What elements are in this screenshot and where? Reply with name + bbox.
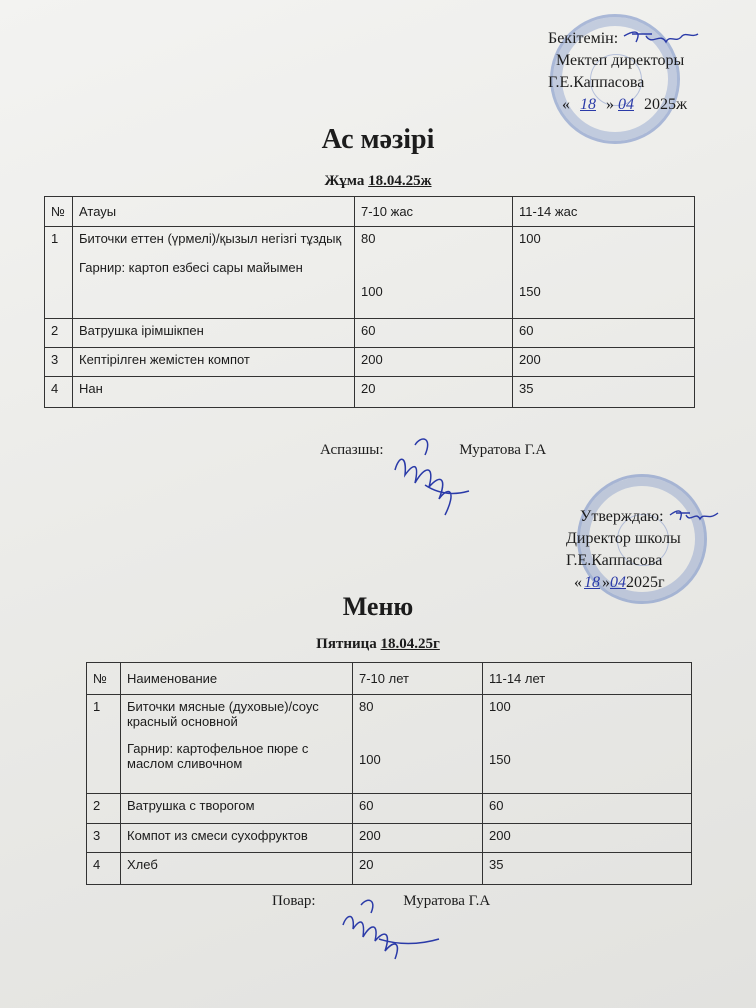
page-title-ru: Меню xyxy=(342,592,414,621)
dish-name: Ватрушка ірімшікпен xyxy=(73,319,355,348)
director-signature xyxy=(668,507,720,527)
row-number: 4 xyxy=(45,377,73,408)
portion-7-10: 200 xyxy=(355,348,513,377)
row-number: 4 xyxy=(87,853,121,885)
header-cell: № xyxy=(45,197,73,227)
approval-line-3: Г.Е.Каппасова xyxy=(566,552,663,569)
portion-7-10: 80 100 xyxy=(353,695,483,794)
header-cell: Наименование xyxy=(121,663,353,695)
row-number: 3 xyxy=(45,348,73,377)
table-header-row xyxy=(45,197,695,227)
row-number: 1 xyxy=(87,695,121,794)
header-cell: № xyxy=(87,663,121,695)
dish-name: Ватрушка с творогом xyxy=(121,794,353,824)
dish-name: Хлеб xyxy=(121,853,353,885)
dish-name: Нан xyxy=(73,377,355,408)
table-row xyxy=(45,319,695,348)
portion-7-10: 80 100 xyxy=(355,227,513,319)
dish-name: Кептірілген жемістен компот xyxy=(73,348,355,377)
menu-date-kz: Жұма 18.04.25ж xyxy=(324,173,432,189)
portion-11-14: 35 xyxy=(483,853,692,885)
header-cell: 11-14 лет xyxy=(483,663,692,695)
table-row xyxy=(45,377,695,408)
portion-7-10: 20 xyxy=(353,853,483,885)
approval-line-1: Утверждаю: xyxy=(566,506,720,528)
portion-7-10: 60 xyxy=(353,794,483,824)
header-cell: 11-14 жас xyxy=(513,197,695,227)
cook-signature xyxy=(335,893,445,963)
header-cell: 7-10 лет xyxy=(353,663,483,695)
table-row xyxy=(45,227,695,319)
portion-11-14: 200 xyxy=(513,348,695,377)
menu-table-kz xyxy=(44,196,695,408)
table-row xyxy=(87,853,692,885)
dish-name: Биточки мясные (духовые)/соус красный основной Гарнир: картофельное пюре с маслом сливочном xyxy=(121,695,353,794)
row-number: 2 xyxy=(87,794,121,824)
page-title-kz: Ас мәзірі xyxy=(321,124,435,155)
approval-date: « 18 » 04 2025ж xyxy=(562,96,688,114)
portion-7-10: 60 xyxy=(355,319,513,348)
approval-block-ru xyxy=(566,506,720,594)
row-number: 2 xyxy=(45,319,73,348)
menu-date-ru: Пятница 18.04.25г xyxy=(316,636,440,652)
approval-block-kz xyxy=(548,28,700,116)
dish-name: Биточки еттен (үрмелі)/қызыл негізгі тұздық Гарнир: картоп езбесі сары майымен xyxy=(73,227,355,319)
portion-7-10: 20 xyxy=(355,377,513,408)
dish-name: Компот из смеси сухофруктов xyxy=(121,824,353,853)
approval-line-1: Бекітемін: xyxy=(548,28,700,50)
portion-11-14: 100 150 xyxy=(483,695,692,794)
row-number: 1 xyxy=(45,227,73,319)
portion-11-14: 100 150 xyxy=(513,227,695,319)
table-header-row xyxy=(87,663,692,695)
approval-line-2: Директор школы xyxy=(566,530,681,547)
cook-signature-line-kz: Аспазшы: Муратова Г.А xyxy=(320,442,547,458)
cook-signature xyxy=(385,425,475,525)
header-cell: 7-10 жас xyxy=(355,197,513,227)
header-cell: Атауы xyxy=(73,197,355,227)
menu-table-ru xyxy=(86,662,692,885)
director-signature xyxy=(622,28,700,50)
approval-line-2: Мектеп директоры xyxy=(556,52,685,70)
portion-7-10: 200 xyxy=(353,824,483,853)
row-number: 3 xyxy=(87,824,121,853)
portion-11-14: 60 xyxy=(483,794,692,824)
portion-11-14: 60 xyxy=(513,319,695,348)
table-row xyxy=(87,695,692,794)
cook-signature-line-ru: Повар: Муратова Г.А xyxy=(272,893,491,909)
portion-11-14: 200 xyxy=(483,824,692,853)
portion-11-14: 35 xyxy=(513,377,695,408)
table-row xyxy=(45,348,695,377)
approval-date: « 18 »042025г xyxy=(574,574,665,591)
table-row xyxy=(87,794,692,824)
table-row xyxy=(87,824,692,853)
approval-line-3: Г.Е.Каппасова xyxy=(548,74,645,92)
